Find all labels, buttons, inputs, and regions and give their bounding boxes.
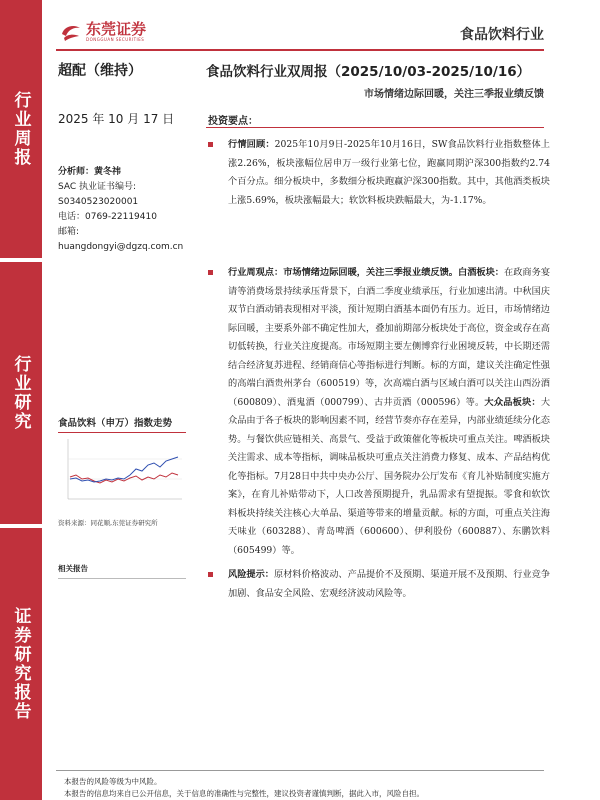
analyst-info — [58, 165, 198, 255]
side-block-weekly: 行业周报 — [0, 0, 42, 258]
sac-number: S0340523020001 — [58, 197, 139, 207]
analyst-phone: 电话：0769-22119410 — [58, 212, 157, 222]
side-block-securities-report: 证券研究报告 — [0, 528, 42, 800]
point-lead: 行情回顾： — [228, 139, 275, 150]
report-date: 2025 年 10 月 17 日 — [58, 112, 175, 126]
point-market-review — [208, 136, 550, 210]
point-text: 在政商务宴请等消费场景持续承压背景下，白酒二季度业绩承压，行业加速出清。中秋国庆双节白酒动销表现相对平淡，预计短期白酒基本面仍有压力。近日，市场情绪边际回暖，主要系外部不确定性加大，叠加前期部分板块处于高位，资金或存在高切低转换，行业关注度提高。市场短期主要左侧博弈行业困境反转，中长期还需结合经济复苏进程、经销商信心等指标进行判断。标的方面，建议关注确定性强的高端白酒贵州茅台（600519）等，次高端白酒与区域白酒可以关注山西汾酒（600809）、酒鬼酒（000799）、古井贡酒（000596）等。 — [228, 267, 551, 408]
bullet-icon — [208, 142, 213, 147]
bullet-icon — [208, 572, 213, 577]
industry-label: 食品饮料行业 — [460, 27, 544, 43]
points-divider — [206, 127, 544, 128]
footer-info-source: 本报告的信息均来自已公开信息，关于信息的准确性与完整性，建议投资者谨慎判断，据此入市，风险自担。 — [64, 789, 424, 798]
logo-icon — [60, 22, 82, 42]
logo-text: 东莞证券 — [86, 20, 147, 38]
logo-subtext: DONGGUAN SECURITIES — [86, 37, 145, 42]
bullet-icon — [208, 270, 213, 275]
side-block-research: 行业研究 — [0, 262, 42, 524]
chart-source: 资料来源：同花顺,东莞证券研究所 — [58, 519, 158, 527]
related-reports-heading: 相关报告 — [58, 563, 186, 579]
point-risk — [208, 566, 550, 603]
points-heading: 投资要点： — [208, 116, 258, 127]
analyst-label: 分析师： — [58, 167, 95, 177]
point-lead: 行业周观点：市场情绪边际回暖，关注三季报业绩反馈。白酒板块： — [228, 267, 505, 278]
email-label: 邮箱: — [58, 227, 80, 237]
index-chart — [58, 415, 186, 527]
company-logo — [60, 22, 146, 42]
footer-risk-level: 本报告的风险等级为中风险。 — [64, 777, 162, 786]
analyst-name: 黄冬祎 — [94, 167, 122, 177]
sac-label: SAC 执业证书编号: — [58, 182, 137, 192]
footer-divider — [56, 770, 544, 771]
rating: 超配（维持） — [58, 63, 142, 79]
footer-disclaimer — [64, 776, 424, 800]
point-weekly-view — [208, 264, 550, 560]
point-text-consumer: 大众品由于各子板块的影响因素不同，经营节奏亦存在差异，内部业绩延续分化态势。与餐饮供应链相关、高景气、受益于政策催化等板块可重点关注。啤酒板块关注需求、成本等指标，调味品板块可重点关注消费力修复、成本、产品结构优化等指标。7月28日中共中央办公厅、国务院办公厅发布《育儿补贴制度实施方案》，在育儿补贴带动下，人口改善预期提升，乳品需求有望提振。零食和软饮料板块持续关注核心大单品、渠道等带来的增量贡献。标的方面，可重点关注海天味业（603288）、青岛啤酒（600600）、伊利股份（600887）、东鹏饮料（605499）等。 — [228, 396, 550, 556]
analyst-email[interactable]: huangdongyi@dgzq.com.cn — [58, 242, 184, 252]
report-subtitle: 市场情绪边际回暖，关注三季报业绩反馈 — [364, 89, 544, 100]
point-text: 原材料价格波动、产品提价不及预期、渠道开展不及预期、行业竞争加剧、食品安全风险、宏观经济波动风险等。 — [228, 569, 551, 599]
report-title: 食品饮料行业双周报（2025/10/03-2025/10/16） — [206, 64, 531, 80]
point-lead: 风险提示： — [228, 569, 275, 580]
header-divider — [56, 49, 544, 51]
chart-title: 食品饮料（申万）指数走势 — [58, 415, 186, 433]
index-chart-svg — [58, 433, 186, 511]
series-line-food-beverage — [70, 473, 178, 483]
side-banner — [0, 0, 42, 800]
point-lead-consumer: 大众品板块： — [484, 396, 541, 408]
point-text: 2025年10月9日-2025年10月16日，SW食品饮料行业指数整体上涨2.26%，板块涨幅位居申万一级行业第七位，跑赢同期沪深300指数约2.74个百分点。细分板块中，多数细分板块跑赢沪深300指数。其中，其他酒类板块上涨5.69%，板块涨幅最大；软饮料板块跌幅最大，为-1.17%。 — [228, 139, 550, 206]
